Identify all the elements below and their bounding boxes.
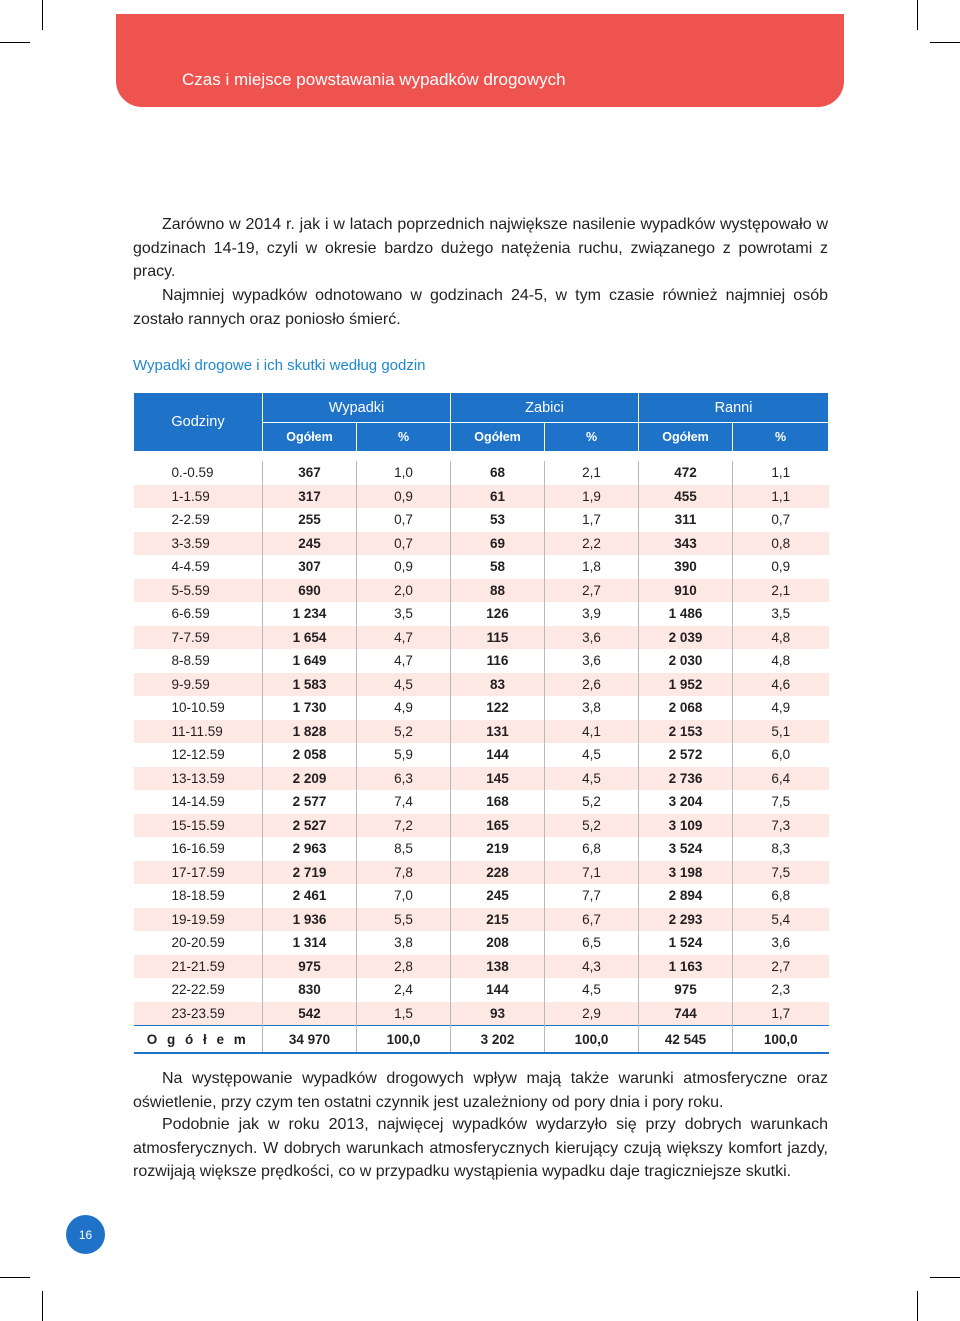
value-cell: 4,5 (545, 978, 639, 1002)
hour-cell: 2-2.59 (171, 512, 210, 528)
value-cell: 1 730 (263, 696, 357, 720)
hour-cell: 20-20.59 (171, 935, 225, 951)
total-cell: 3 202 (451, 1026, 545, 1054)
accidents-by-hour-table (133, 392, 829, 1054)
value-cell: 3,6 (733, 931, 829, 955)
value-cell: 1 936 (263, 908, 357, 932)
value-cell: 2,9 (545, 1002, 639, 1026)
section-header-banner (116, 14, 844, 107)
crop-mark (917, 1291, 918, 1321)
table-row (134, 461, 829, 485)
table-row (134, 532, 829, 556)
hour-cell: 17-17.59 (134, 861, 263, 885)
value-cell: 8,5 (357, 837, 451, 861)
value-cell: 2,1 (545, 461, 639, 485)
value-cell: 58 (451, 555, 545, 579)
hour-cell: 12-12.59 (171, 747, 225, 763)
value-cell: 1,9 (545, 485, 639, 509)
value-cell: 2 209 (263, 767, 357, 791)
value-cell: 455 (639, 485, 733, 509)
table-row (134, 814, 829, 838)
value-cell: 2 577 (263, 790, 357, 814)
value-cell: 6,7 (545, 908, 639, 932)
hour-cell: 23-23.59 (134, 1002, 263, 1026)
value-cell: 2,1 (733, 579, 829, 603)
total-label: O g ó ł e m (134, 1026, 263, 1054)
value-cell: 830 (263, 978, 357, 1002)
value-cell: 53 (451, 508, 545, 532)
hour-cell: 18-18.59 (171, 888, 225, 904)
value-cell: 2,4 (357, 978, 451, 1002)
value-cell: 1 583 (263, 673, 357, 697)
hour-cell: 15-15.59 (134, 814, 263, 838)
value-cell: 7,7 (545, 884, 639, 908)
page-number-badge: 16 (66, 1215, 105, 1254)
value-cell: 1,1 (733, 485, 829, 509)
hour-cell: 8-8.59 (171, 653, 210, 669)
value-cell: 3,6 (545, 649, 639, 673)
value-cell: 6,0 (733, 743, 829, 767)
paragraph-1-text: Zarówno w 2014 r. jak i w latach poprzednich największe nasilenie wypadków występowało w godzinach 14-19, czyli w okresie bardzo dużego natężenia ruchu, związanego z powrotami z pracy. (133, 216, 828, 280)
value-cell: 1,5 (357, 1002, 451, 1026)
value-cell: 168 (451, 790, 545, 814)
table-row (134, 485, 829, 509)
value-cell: 3,6 (545, 626, 639, 650)
hour-cell: 22-22.59 (171, 982, 225, 998)
crop-mark (42, 0, 43, 30)
value-cell: 3,5 (357, 602, 451, 626)
value-cell: 744 (639, 1002, 733, 1026)
table-row (134, 720, 829, 744)
table-row (134, 1002, 829, 1026)
value-cell: 245 (451, 884, 545, 908)
value-cell: 343 (639, 532, 733, 556)
subheader-ogolem: Ogółem (451, 423, 545, 452)
table-body (134, 452, 829, 1054)
header-ranni: Ranni (639, 393, 829, 423)
value-cell: 8,3 (733, 837, 829, 861)
value-cell: 390 (639, 555, 733, 579)
value-cell: 131 (451, 720, 545, 744)
value-cell: 4,9 (733, 696, 829, 720)
hour-cell: 11-11.59 (134, 720, 263, 744)
value-cell: 2 719 (263, 861, 357, 885)
value-cell: 2,3 (733, 978, 829, 1002)
value-cell: 975 (263, 955, 357, 979)
value-cell: 7,5 (733, 861, 829, 885)
table-row (134, 673, 829, 697)
table-row (134, 649, 829, 673)
hour-cell: 5-5.59 (134, 579, 263, 603)
value-cell: 4,5 (357, 673, 451, 697)
table-row (134, 978, 829, 1002)
value-cell: 2,0 (357, 579, 451, 603)
value-cell: 4,5 (545, 743, 639, 767)
value-cell: 3,8 (357, 931, 451, 955)
value-cell: 975 (639, 978, 733, 1002)
value-cell: 122 (451, 696, 545, 720)
table-row (134, 837, 829, 861)
value-cell: 2,8 (357, 955, 451, 979)
value-cell: 2 068 (639, 696, 733, 720)
value-cell: 3,9 (545, 602, 639, 626)
value-cell: 2 572 (639, 743, 733, 767)
value-cell: 7,3 (733, 814, 829, 838)
value-cell: 2 039 (639, 626, 733, 650)
value-cell: 1 649 (263, 649, 357, 673)
subheader-percent: % (357, 423, 451, 452)
total-cell: 100,0 (545, 1026, 639, 1054)
value-cell: 307 (263, 555, 357, 579)
total-cell: 100,0 (733, 1026, 829, 1054)
table-row (134, 767, 829, 791)
value-cell: 165 (451, 814, 545, 838)
header-wypadki: Wypadki (263, 393, 451, 423)
paragraph-2 (133, 284, 828, 331)
value-cell: 2 153 (639, 720, 733, 744)
value-cell: 228 (451, 861, 545, 885)
subheader-ogolem: Ogółem (263, 423, 357, 452)
paragraph-4 (133, 1113, 828, 1184)
paragraph-3-text: Na występowanie wypadków drogowych wpływ mają także warunki atmosferyczne oraz oświetlenie, przy czym ten ostatni czynnik jest uzależniony od pory dnia i pory roku. (133, 1070, 828, 1111)
crop-mark (0, 1277, 30, 1278)
subheader-percent: % (545, 423, 639, 452)
value-cell: 4,9 (357, 696, 451, 720)
hour-cell: 9-9.59 (134, 673, 263, 697)
value-cell: 215 (451, 908, 545, 932)
crop-mark (917, 0, 918, 30)
value-cell: 1,0 (357, 461, 451, 485)
value-cell: 2 736 (639, 767, 733, 791)
value-cell: 69 (451, 532, 545, 556)
value-cell: 6,5 (545, 931, 639, 955)
value-cell: 1 524 (639, 931, 733, 955)
value-cell: 1,1 (733, 461, 829, 485)
value-cell: 7,5 (733, 790, 829, 814)
value-cell: 1,8 (545, 555, 639, 579)
value-cell: 2,2 (545, 532, 639, 556)
value-cell: 910 (639, 579, 733, 603)
value-cell: 5,4 (733, 908, 829, 932)
hour-cell: 10-10.59 (171, 700, 225, 716)
value-cell: 3,8 (545, 696, 639, 720)
subheader-ogolem: Ogółem (639, 423, 733, 452)
value-cell: 3 204 (639, 790, 733, 814)
value-cell: 6,3 (357, 767, 451, 791)
table-total-row (134, 1026, 829, 1054)
crop-mark (930, 42, 960, 43)
header-godziny: Godziny (134, 393, 263, 452)
value-cell: 1 654 (263, 626, 357, 650)
value-cell: 126 (451, 602, 545, 626)
value-cell: 6,8 (545, 837, 639, 861)
table-row (134, 508, 829, 532)
value-cell: 1 486 (639, 602, 733, 626)
crop-mark (42, 1291, 43, 1321)
value-cell: 6,4 (733, 767, 829, 791)
table-row (134, 696, 829, 720)
value-cell: 2 527 (263, 814, 357, 838)
value-cell: 0,7 (357, 532, 451, 556)
hour-cell: 1-1.59 (134, 485, 263, 509)
total-cell: 34 970 (263, 1026, 357, 1054)
value-cell: 2 963 (263, 837, 357, 861)
value-cell: 144 (451, 978, 545, 1002)
value-cell: 4,8 (733, 649, 829, 673)
value-cell: 255 (263, 508, 357, 532)
value-cell: 144 (451, 743, 545, 767)
value-cell: 317 (263, 485, 357, 509)
value-cell: 2 894 (639, 884, 733, 908)
value-cell: 542 (263, 1002, 357, 1026)
value-cell: 4,7 (357, 649, 451, 673)
value-cell: 0,7 (357, 508, 451, 532)
total-cell: 42 545 (639, 1026, 733, 1054)
value-cell: 0,9 (357, 555, 451, 579)
value-cell: 2 293 (639, 908, 733, 932)
crop-mark (930, 1277, 960, 1278)
value-cell: 93 (451, 1002, 545, 1026)
value-cell: 3,5 (733, 602, 829, 626)
hour-cell: 14-14.59 (171, 794, 225, 810)
value-cell: 2 058 (263, 743, 357, 767)
paragraph-3 (133, 1067, 828, 1114)
value-cell: 115 (451, 626, 545, 650)
value-cell: 208 (451, 931, 545, 955)
table-row (134, 931, 829, 955)
value-cell: 4,7 (357, 626, 451, 650)
hour-cell: 4-4.59 (171, 559, 210, 575)
paragraph-1 (133, 213, 828, 284)
value-cell: 690 (263, 579, 357, 603)
value-cell: 311 (639, 508, 733, 532)
value-cell: 0,9 (357, 485, 451, 509)
hour-cell: 21-21.59 (134, 955, 263, 979)
value-cell: 2 461 (263, 884, 357, 908)
value-cell: 3 198 (639, 861, 733, 885)
table-row (134, 955, 829, 979)
value-cell: 3 109 (639, 814, 733, 838)
value-cell: 5,5 (357, 908, 451, 932)
value-cell: 116 (451, 649, 545, 673)
total-cell: 100,0 (357, 1026, 451, 1054)
value-cell: 6,8 (733, 884, 829, 908)
value-cell: 4,8 (733, 626, 829, 650)
value-cell: 0,9 (733, 555, 829, 579)
hour-cell: 3-3.59 (134, 532, 263, 556)
value-cell: 4,1 (545, 720, 639, 744)
value-cell: 7,8 (357, 861, 451, 885)
value-cell: 4,6 (733, 673, 829, 697)
hour-cell: 16-16.59 (171, 841, 225, 857)
value-cell: 5,2 (545, 790, 639, 814)
value-cell: 68 (451, 461, 545, 485)
value-cell: 83 (451, 673, 545, 697)
value-cell: 367 (263, 461, 357, 485)
value-cell: 1 828 (263, 720, 357, 744)
value-cell: 1 314 (263, 931, 357, 955)
value-cell: 0,8 (733, 532, 829, 556)
table-row (134, 602, 829, 626)
header-zabici: Zabici (451, 393, 639, 423)
value-cell: 1 234 (263, 602, 357, 626)
value-cell: 2,6 (545, 673, 639, 697)
value-cell: 2,7 (545, 579, 639, 603)
table-row (134, 861, 829, 885)
hour-cell: 7-7.59 (134, 626, 263, 650)
value-cell: 472 (639, 461, 733, 485)
value-cell: 7,0 (357, 884, 451, 908)
table-spacer (134, 452, 829, 462)
value-cell: 1 952 (639, 673, 733, 697)
hour-cell: 19-19.59 (134, 908, 263, 932)
table-caption: Wypadki drogowe i ich skutki według godzin (133, 357, 426, 374)
value-cell: 61 (451, 485, 545, 509)
value-cell: 7,4 (357, 790, 451, 814)
paragraph-2-text: Najmniej wypadków odnotowano w godzinach 24-5, w tym czasie również najmniej osób zostało rannych oraz poniosło śmierć. (133, 287, 828, 328)
value-cell: 2 030 (639, 649, 733, 673)
hour-cell: 6-6.59 (171, 606, 210, 622)
value-cell: 1 163 (639, 955, 733, 979)
value-cell: 88 (451, 579, 545, 603)
value-cell: 138 (451, 955, 545, 979)
section-title: Czas i miejsce powstawania wypadków drogowych (182, 70, 566, 89)
value-cell: 4,5 (545, 767, 639, 791)
value-cell: 219 (451, 837, 545, 861)
value-cell: 5,1 (733, 720, 829, 744)
table-row (134, 884, 829, 908)
table-row (134, 579, 829, 603)
value-cell: 145 (451, 767, 545, 791)
hour-cell: 0.-0.59 (171, 465, 214, 481)
crop-mark (0, 42, 30, 43)
table-row (134, 790, 829, 814)
value-cell: 4,3 (545, 955, 639, 979)
value-cell: 245 (263, 532, 357, 556)
subheader-percent: % (733, 423, 829, 452)
table-row (134, 908, 829, 932)
value-cell: 7,1 (545, 861, 639, 885)
table-row (134, 743, 829, 767)
value-cell: 5,9 (357, 743, 451, 767)
hour-cell: 13-13.59 (134, 767, 263, 791)
value-cell: 0,7 (733, 508, 829, 532)
value-cell: 1,7 (733, 1002, 829, 1026)
paragraph-4-text: Podobnie jak w roku 2013, najwięcej wypadków wydarzyło się przy dobrych warunkach atmosferycznych. W dobrych warunkach atmosferycznych kierujący czują większy komfort jazdy, rozwijają większe prędkości, co w przypadku wystąpienia wypadku daje tragiczniejsze skutki. (133, 1116, 828, 1180)
value-cell: 3 524 (639, 837, 733, 861)
value-cell: 5,2 (357, 720, 451, 744)
value-cell: 1,7 (545, 508, 639, 532)
value-cell: 2,7 (733, 955, 829, 979)
table-row (134, 555, 829, 579)
table-row (134, 626, 829, 650)
value-cell: 7,2 (357, 814, 451, 838)
value-cell: 5,2 (545, 814, 639, 838)
